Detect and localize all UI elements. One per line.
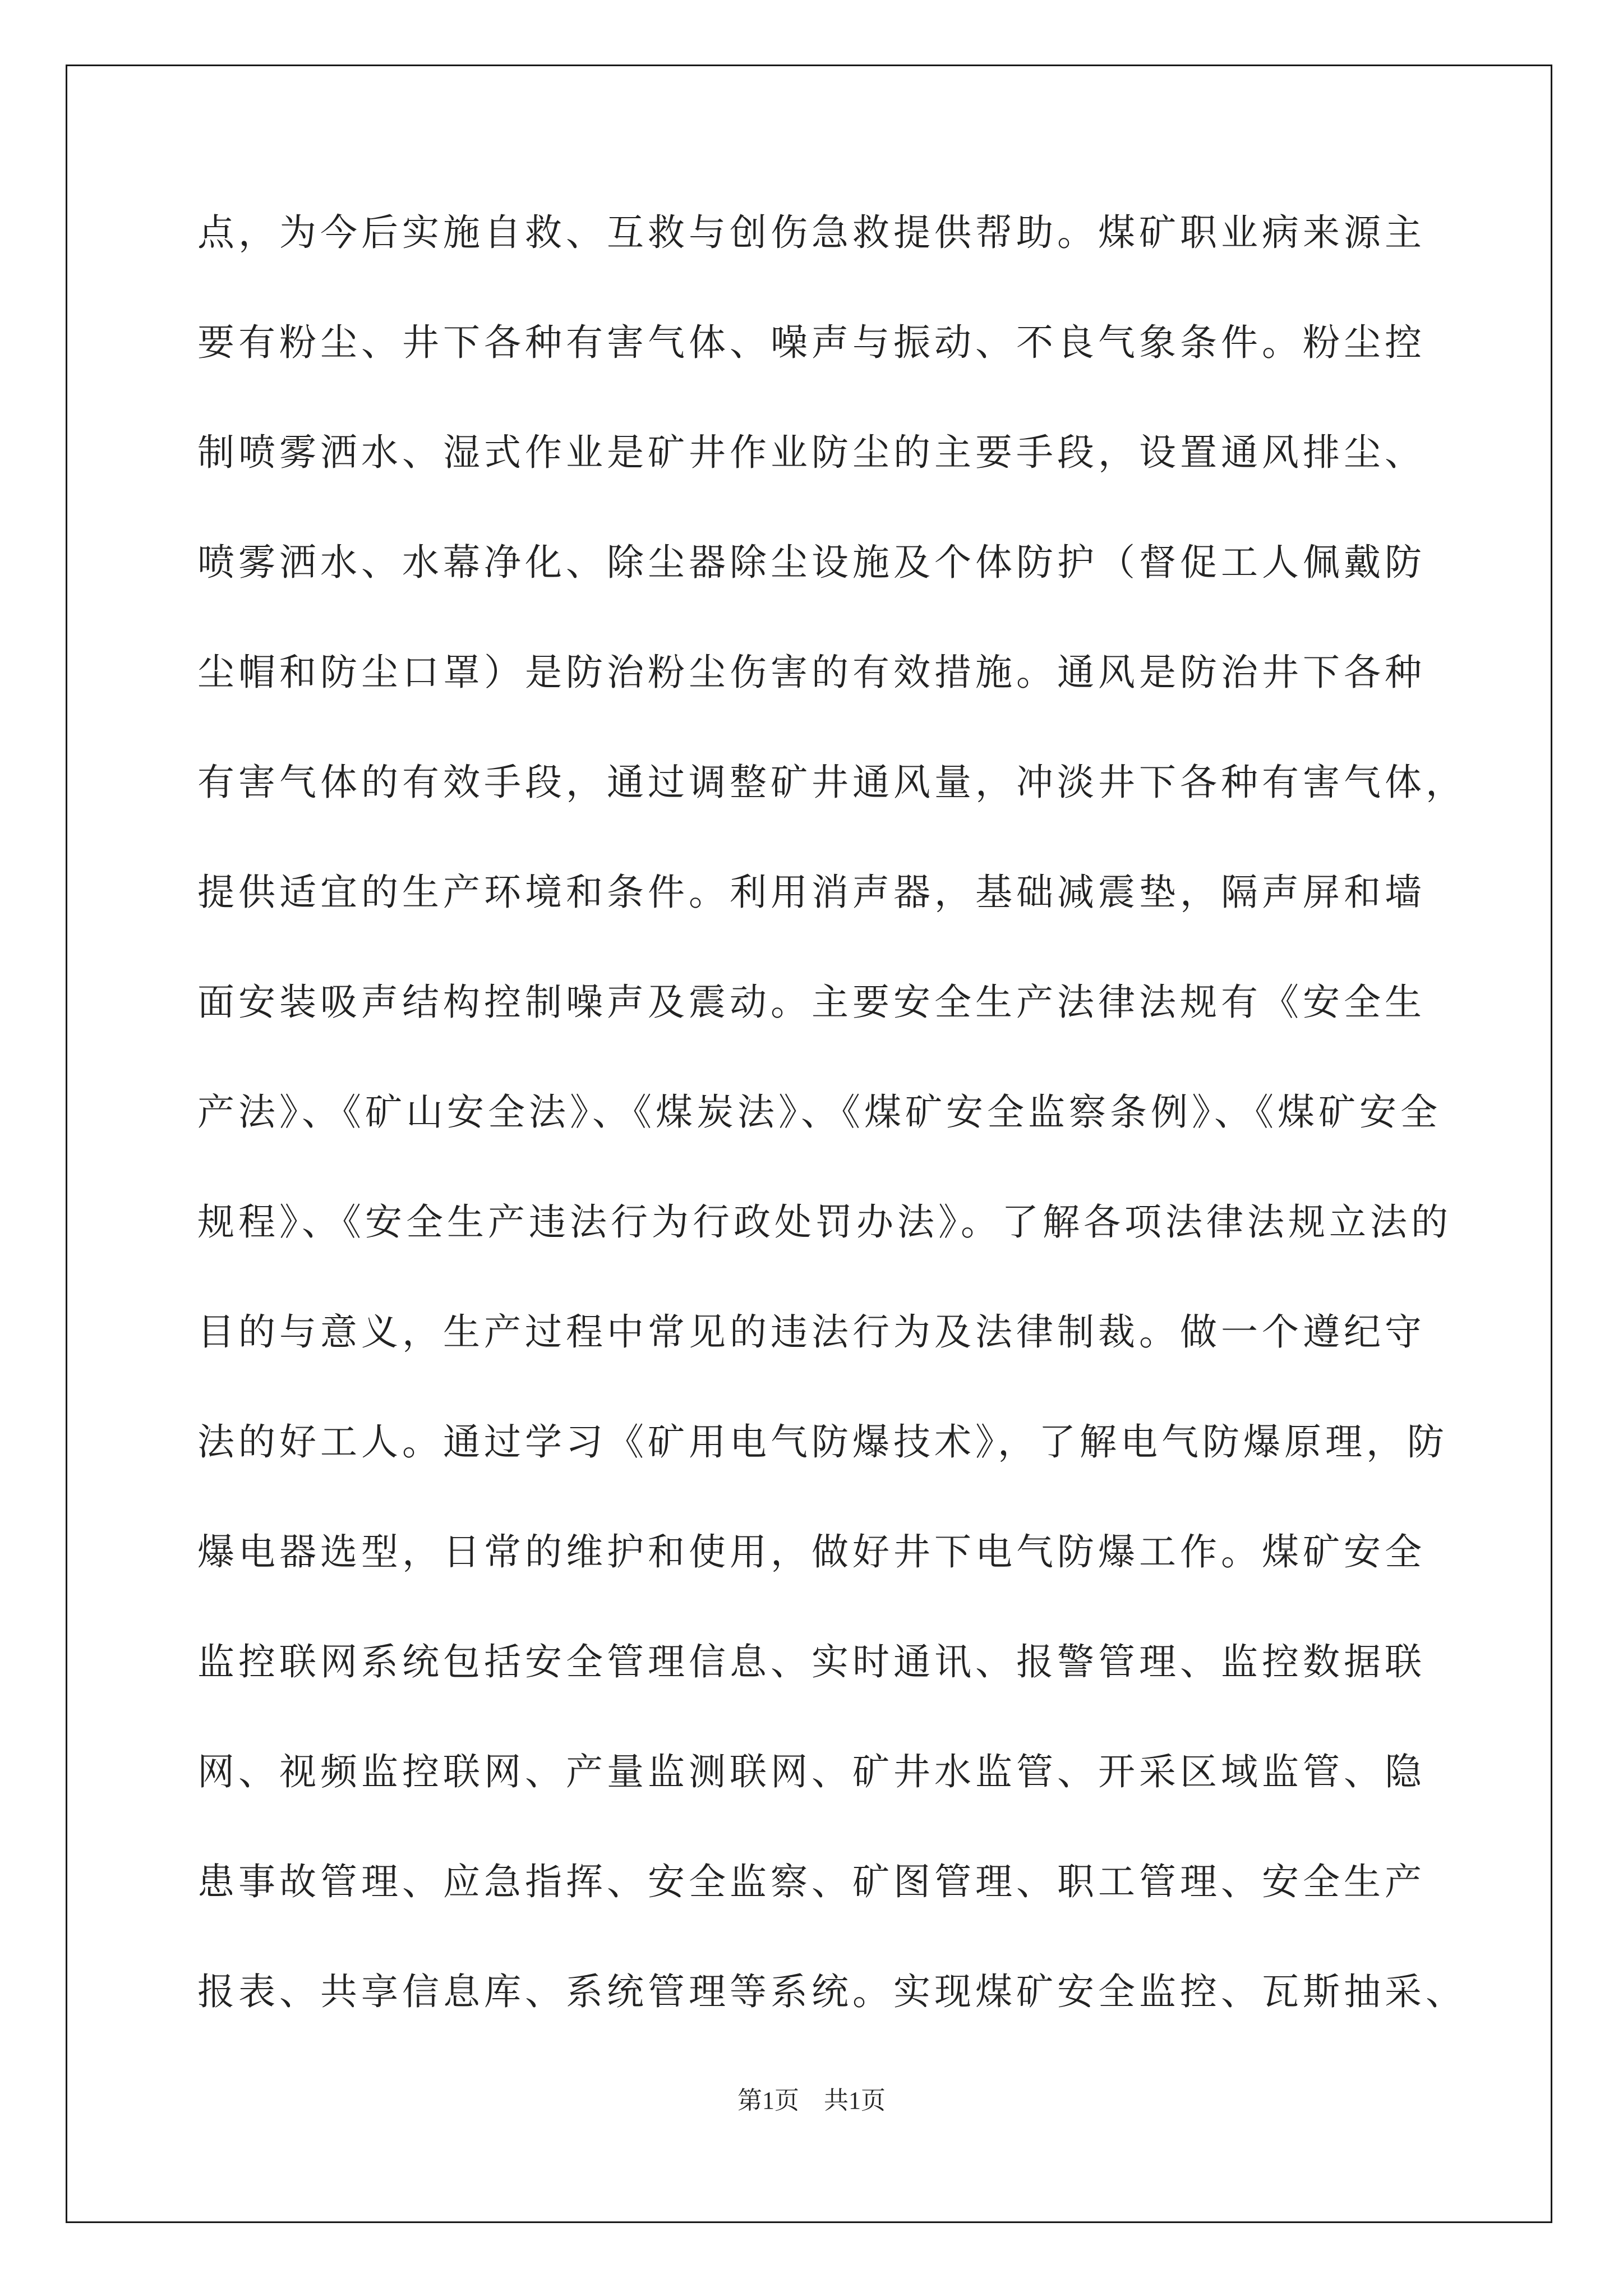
- body-line: 点，为今后实施自救、互救与创伤急救提供帮助。煤矿职业病来源主: [197, 211, 1426, 254]
- page-footer: 第1页 共1页: [737, 2087, 886, 2114]
- body-line: 报表、共享信息库、系统管理等系统。实现煤矿安全监控、瓦斯抽采、: [197, 1970, 1467, 2013]
- body-line: 规程》、《安全生产违法行为行政处罚办法》。了解各项法律法规立法的: [197, 1200, 1452, 1244]
- body-line: 制喷雾洒水、湿式作业是矿井作业防尘的主要手段，设置通风排尘、: [197, 431, 1426, 474]
- body-line: 法的好工人。通过学习《矿用电气防爆技术》，了解电气防爆原理，防: [197, 1420, 1448, 1464]
- body-line: 要有粉尘、井下各种有害气体、噪声与振动、不良气象条件。粉尘控: [197, 321, 1426, 364]
- body-line: 面安装吸声结构控制噪声及震动。主要安全生产法律法规有《安全生: [197, 981, 1426, 1024]
- body-line: 患事故管理、应急指挥、安全监察、矿图管理、职工管理、安全生产: [197, 1860, 1426, 1903]
- body-line: 监控联网系统包括安全管理信息、实时通讯、报警管理、监控数据联: [197, 1640, 1426, 1683]
- body-line: 产法》、《矿山安全法》、《煤炭法》、《煤矿安全监察条例》、《煤矿安全: [197, 1091, 1441, 1134]
- body-line: 网、视频监控联网、产量监测联网、矿井水监管、开采区域监管、隐: [197, 1750, 1426, 1793]
- body-line: 喷雾洒水、水幕净化、除尘器除尘设施及个体防护（督促工人佩戴防: [197, 541, 1426, 584]
- document-body: [197, 211, 1467, 2083]
- body-line: 尘帽和防尘口罩）是防治粉尘伤害的有效措施。通风是防治井下各种: [197, 651, 1426, 694]
- body-line: 有害气体的有效手段，通过调整矿井通风量，冲淡井下各种有害气体，: [197, 761, 1467, 804]
- body-line: 爆电器选型，日常的维护和使用，做好井下电气防爆工作。煤矿安全: [197, 1530, 1426, 1573]
- body-line: 提供适宜的生产环境和条件。利用消声器，基础减震垫，隔声屏和墙: [197, 871, 1426, 914]
- body-line: 目的与意义，生产过程中常见的违法行为及法律制裁。做一个遵纪守: [197, 1310, 1426, 1354]
